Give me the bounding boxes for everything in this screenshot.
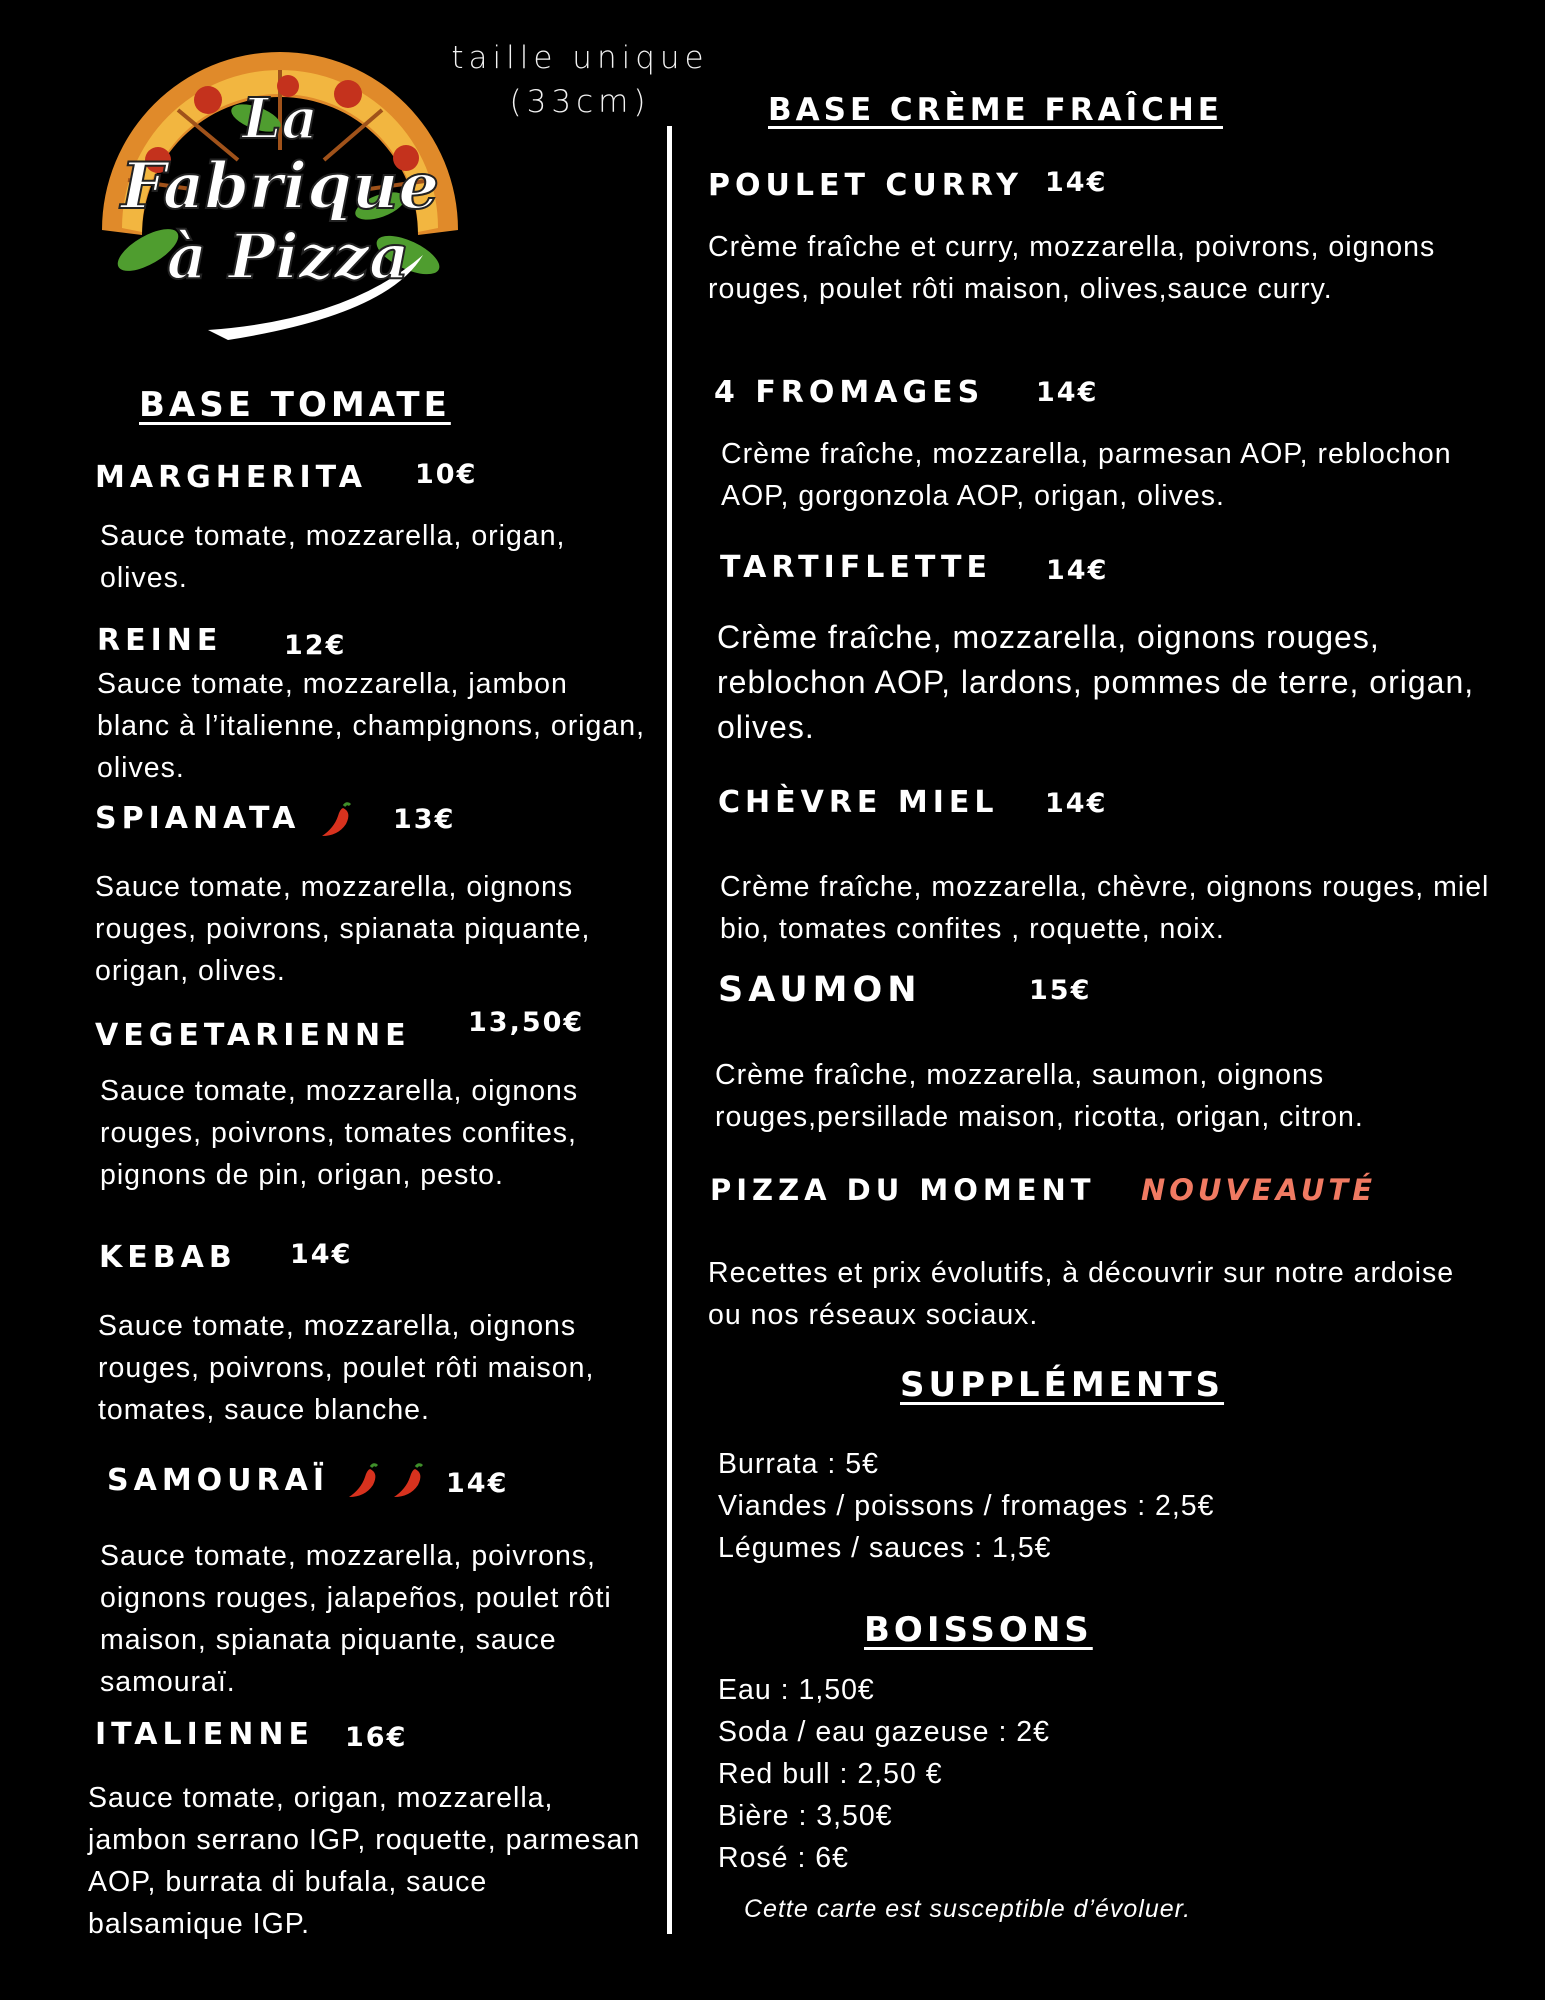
pizza-desc-samourai: Sauce tomate, mozzarella, poivrons, oignons rouges, jalapeños, poulet rôti maison, spianata piquante, sauce samouraï. (100, 1540, 612, 1698)
pizza-name-poulet-curry: POULET CURRY (708, 168, 1024, 203)
column-divider (667, 126, 672, 1934)
pizza-desc-poulet-curry: Crème fraîche et curry, mozzarella, poivrons, oignons rouges, poulet rôti maison, olives,sauce curry. (708, 231, 1436, 305)
pizza-desc-spianata: Sauce tomate, mozzarella, oignons rouges, poivrons, spianata piquante, origan, olives. (95, 871, 591, 987)
pizza-name-margherita: MARGHERITA (95, 460, 368, 495)
pizza-price-italienne: 16€ (345, 1722, 408, 1753)
pizza-name-chevre-miel: CHÈVRE MIEL (718, 785, 999, 820)
pizza-name-tartiflette: TARTIFLETTE (720, 550, 992, 585)
pizza-desc-margherita: Sauce tomate, mozzarella, origan, olives. (100, 520, 566, 594)
logo-pizza-graphic (88, 30, 472, 340)
boisson-line: Soda / eau gazeuse : 2€ (718, 1716, 1050, 1748)
supplement-line: Viandes / poissons / fromages : 2,5€ (718, 1490, 1215, 1522)
pizza-price-reine: 12€ (284, 630, 347, 661)
pizza-name-kebab: KEBAB (99, 1240, 237, 1275)
boisson-line: Bière : 3,50€ (718, 1800, 893, 1832)
supplement-line: Burrata : 5€ (718, 1448, 879, 1480)
pizza-name-vegetarienne: VEGETARIENNE (95, 1018, 411, 1053)
boisson-line: Eau : 1,50€ (718, 1674, 875, 1706)
supplement-line: Légumes / sauces : 1,5€ (718, 1532, 1052, 1564)
pizza-desc-reine: Sauce tomate, mozzarella, jambon blanc à l’italienne, champignons, origan, olives. (97, 668, 645, 784)
pizza-desc-pizza-du-moment: Recettes et prix évolutifs, à découvrir sur notre ardoise ou nos réseaux sociaux. (708, 1257, 1455, 1331)
boisson-line: Red bull : 2,50 € (718, 1758, 943, 1790)
pizza-price-spianata: 13€ (393, 804, 456, 835)
size-note (440, 36, 720, 124)
logo (88, 30, 472, 340)
section-title-base-creme: BASE CRÈME FRAÎCHE (768, 92, 1223, 128)
section-title-supplements: SUPPLÉMENTS (900, 1365, 1225, 1405)
logo-line-3: à Pizza (166, 220, 410, 293)
pizza-price-margherita: 10€ (415, 459, 478, 490)
supplements-list (718, 1443, 1478, 1569)
pizza-name-4-fromages: 4 FROMAGES (714, 375, 985, 410)
pizza-name-italienne: ITALIENNE (95, 1717, 314, 1752)
pizza-price-tartiflette: 14€ (1046, 555, 1109, 586)
pizza-desc-tartiflette: Crème fraîche, mozzarella, oignons rouges, reblochon AOP, lardons, pommes de terre, origan, olives. (717, 619, 1475, 745)
pizza-desc-chevre-miel: Crème fraîche, mozzarella, chèvre, oignons rouges, miel bio, tomates confites , roquette, noix. (720, 871, 1490, 945)
chili-pepper-icon (316, 800, 356, 845)
pizza-name-pizza-du-moment: PIZZA DU MOMENT (710, 1173, 1096, 1207)
boissons-list (718, 1669, 1418, 1879)
size-note-line-1: taille unique (451, 40, 709, 76)
logo-line-2: Fabrique (120, 149, 440, 224)
size-note-line-2: (33cm) (509, 84, 651, 120)
pizza-price-kebab: 14€ (290, 1239, 353, 1270)
pizza-price-chevre-miel: 14€ (1045, 788, 1108, 819)
chili-pepper-icon (388, 1461, 428, 1506)
pizza-name-spianata: SPIANATA (95, 801, 301, 836)
pizza-name-samourai: SAMOURAÏ (107, 1463, 330, 1498)
section-title-boissons: BOISSONS (864, 1610, 1093, 1650)
logo-line-1: La (242, 86, 318, 152)
boisson-line: Rosé : 6€ (718, 1842, 849, 1874)
footnote: Cette carte est susceptible d’évoluer. (744, 1895, 1192, 1923)
pizza-desc-saumon: Crème fraîche, mozzarella, saumon, oignons rouges,persillade maison, ricotta, origan, citron. (715, 1059, 1364, 1133)
chili-pepper-icon (343, 1461, 383, 1506)
pizza-desc-vegetarienne: Sauce tomate, mozzarella, oignons rouges, poivrons, tomates confites, pignons de pin, origan, pesto. (100, 1075, 579, 1191)
pizza-price-samourai: 14€ (446, 1468, 509, 1499)
pizza-desc-italienne: Sauce tomate, origan, mozzarella, jambon serrano IGP, roquette, parmesan AOP, burrata di bufala, sauce balsamique IGP. (88, 1782, 641, 1940)
pizza-price-vegetarienne: 13,50€ (468, 1007, 585, 1038)
new-badge: NOUVEAUTÉ (1141, 1173, 1377, 1207)
pizza-price-4-fromages: 14€ (1036, 377, 1099, 408)
section-title-base-tomate: BASE TOMATE (139, 385, 451, 425)
pizza-name-reine: REINE (97, 623, 223, 658)
pizza-price-poulet-curry: 14€ (1045, 167, 1108, 198)
pizza-name-saumon: SAUMON (718, 970, 922, 1010)
pizza-desc-kebab: Sauce tomate, mozzarella, oignons rouges, poivrons, poulet rôti maison, tomates, sauce blanche. (98, 1310, 595, 1426)
pizza-desc-4-fromages: Crème fraîche, mozzarella, parmesan AOP, reblochon AOP, gorgonzola AOP, origan, olives. (721, 438, 1452, 512)
pizza-price-saumon: 15€ (1029, 975, 1092, 1006)
